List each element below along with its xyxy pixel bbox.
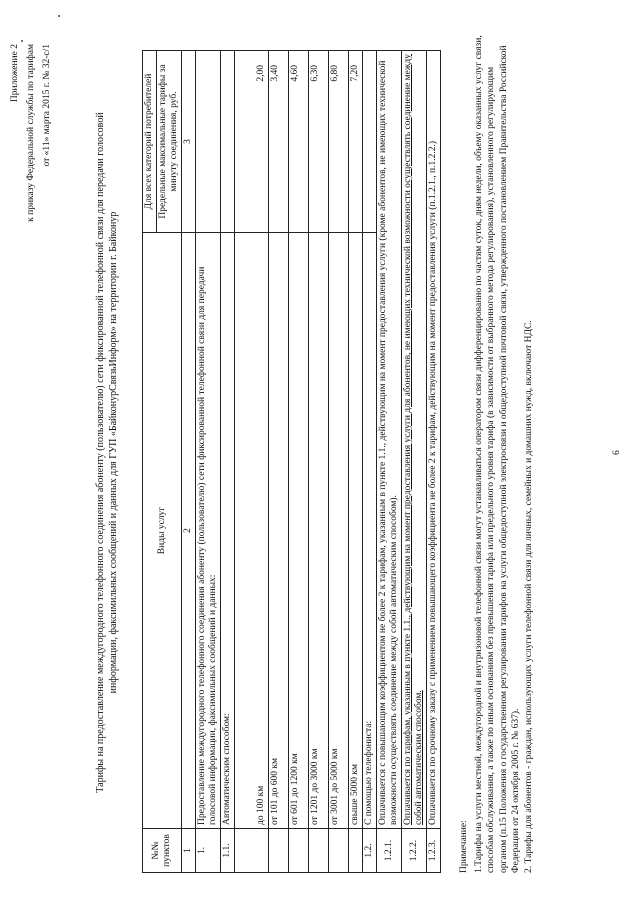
row-number: 1.1. (221, 829, 235, 873)
row-number (329, 829, 349, 873)
row-text: от 3001 до 5000 км (329, 233, 349, 829)
table-row (269, 51, 289, 873)
column-number: 2 (182, 233, 196, 829)
table-row (377, 51, 402, 873)
note-2: 2. Тарифы для абонентов - граждан, использующих услуги телефонной связи для личных, семейных и домашних нужд, включают НДС. (523, 320, 534, 873)
table-header-row (143, 51, 157, 873)
row-value: 7,20 (349, 51, 363, 233)
column-number: 3 (182, 51, 196, 233)
column-number: 1 (182, 829, 196, 873)
page-number: 6 (612, 450, 622, 455)
table-row (221, 51, 235, 873)
table-row (235, 51, 269, 873)
notes-heading: Примечание: (459, 820, 469, 873)
appendix-label: Приложение 2 (10, 44, 20, 103)
table-row (196, 51, 221, 873)
row-value (221, 51, 235, 233)
row-value: 3,40 (269, 51, 289, 233)
row-number (309, 829, 329, 873)
row-text: от 601 до 1200 км (289, 233, 309, 829)
row-text: свыше 5000 км (349, 233, 363, 829)
row-value: 4,60 (289, 51, 309, 233)
header-service-type: Виды услуг (143, 233, 182, 829)
order-date-number: от «11» марта 2015 г. № 32-с/1 (42, 44, 52, 167)
row-number (289, 829, 309, 873)
row-value: 2,00 (235, 51, 269, 233)
row-text: Оплачивается с повышающим коэффициентом не более 2 к тарифам, указанным в пункте 1.1., действующим на момент предоставления услуги (кроме абонентов, не имеющих технической возможности осуществлять соединение между собой автоматическим способом). (377, 51, 402, 829)
tariffs-table (142, 50, 441, 873)
row-text: до 100 км (235, 233, 269, 829)
row-text: от 1201 до 3000 км (309, 233, 329, 829)
row-text: Оплачивается по тарифам, указанным в пункте 1.1., действующим на момент предоставления услуги для абонентов, не имеющих технической возможности осуществлять соединение между собой автоматическим способом. (402, 51, 427, 829)
notes-block (458, 33, 535, 873)
table-row (309, 51, 329, 873)
row-value: 6,80 (329, 51, 349, 233)
title-line-1: Тарифы на предоставление междугородного телефонного соединения абоненту (пользователю) сети фиксированной телефонной связи для передачи голосовой (95, 112, 106, 793)
order-reference: к приказу Федеральной службы по тарифам (26, 44, 36, 222)
table-row (349, 51, 363, 873)
row-value: 6,30 (309, 51, 329, 233)
row-text: Предоставление междугородного телефонного соединения абоненту (пользователю) сети фиксированной телефонной связи для передачи голосовой информации, факсимильных сообщений и данных: (196, 233, 221, 829)
scan-speck (21, 40, 23, 42)
row-number: 1.2.3. (427, 829, 441, 873)
row-text: от 101 до 600 км (269, 233, 289, 829)
row-number: 1. (196, 829, 221, 873)
table-row (289, 51, 309, 873)
scan-speck (58, 15, 60, 17)
table-row (363, 51, 377, 873)
header-consumer-group: Для всех категорий потребителей (143, 51, 157, 233)
row-number: 1.2.2. (402, 829, 427, 873)
row-number (349, 829, 363, 873)
header-item-number: №№ пунктов (143, 829, 182, 873)
table-row (427, 51, 441, 873)
table-row (329, 51, 349, 873)
note-1: 1.Тарифы на услуги местной, междугородной и внутризоновой телефонной связи могут устанавливаться оператором связи дифференцированно по частям суток, дням недели, объему оказанных услуг связи, способам обслуживания, а также по иным основаниям без превышения тарифа или предельного уровня тарифа (в зависимости от выбранного метода регулирования), установленного регулирующим органом (п.15 Положения о государственном регулировании тарифов на услуги общедоступной электросвязи и общедоступной почтовой связи, утвержденного постановлением Правительства Российской Федерации от 24 октября 2005 г. № 637). (473, 35, 521, 873)
row-text: С помощью телефониста: (363, 233, 377, 829)
header-max-tariff: Предельные максимальные тарифы за минуту соединения, руб. (157, 51, 182, 233)
document-title (95, 40, 120, 865)
row-text: Автоматическим способом: (221, 233, 235, 829)
row-value (196, 51, 221, 233)
row-number: 1.2. (363, 829, 377, 873)
table-row (402, 51, 427, 873)
row-value (363, 51, 377, 233)
column-number-row (182, 51, 196, 873)
row-number (269, 829, 289, 873)
row-text: Оплачивается по срочному заказу с применением повышающего коэффициента не более 2 к тарифам, действующим на момент предоставления услуги (п.1.2.1., п.1.2.2.) (427, 51, 441, 829)
row-number: 1.2.1. (377, 829, 402, 873)
row-number (235, 829, 269, 873)
title-line-2: информации, факсимильных сообщений и данных для ГУП «БайконурСвязьИнформ» на территории г. Байконур (107, 211, 119, 694)
